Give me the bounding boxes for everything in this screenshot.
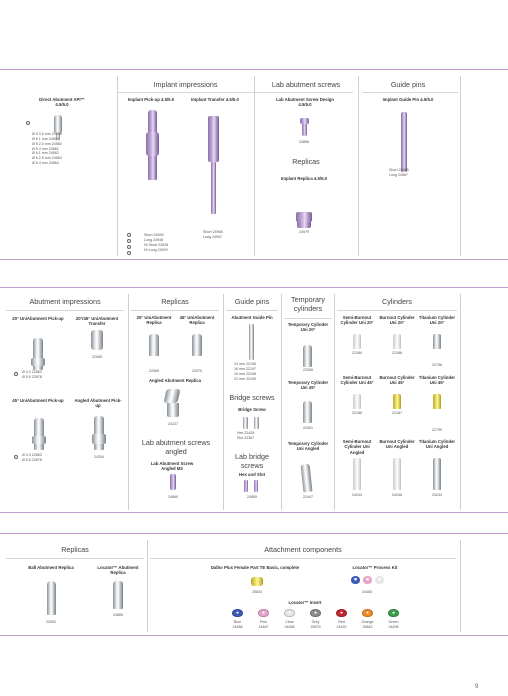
cylinder-image [393,458,401,490]
implant-replica-image [296,212,312,222]
uni45-replica-code: 22070 [192,369,202,373]
attachment-components-heading: Attachment components [264,545,342,554]
cylinder-image [433,394,441,409]
insert-blue-icon [232,609,243,617]
insert-name: Red [338,620,345,624]
bridge-screw-hex-image [243,417,248,429]
uni45-replica-image [192,334,202,356]
uni20-pickup-base [31,358,45,366]
locator-process-kit-code: 24483 [362,590,372,594]
cylinder-title: Semi-Burnout Cylinder Uni 45° [340,375,374,386]
lab-screw-angled-image [170,474,176,490]
angled-replica-body [167,403,179,417]
cylinder-code: 22185 [352,411,362,415]
insert-name: Orange [361,620,374,624]
lab-bridge-screw-code: 24859 [247,495,257,499]
uni45-pickup-title: 45° UniAbutment Pick-up [12,398,64,403]
option-circle [14,372,18,376]
lab-abutment-screw-shaft [302,124,307,136]
cylinder-code: 24244 [432,493,442,497]
lab-abutment-screw-code: 24858 [299,140,309,144]
temp-cyl-45-code: 22061 [303,426,313,430]
insert-code: 25879 [310,625,321,629]
temp-cyl-angled-title: Temporary Cylinder Uni Angled [287,441,329,452]
insert-code: 24496 [388,625,399,629]
insert-pink-icon [258,609,269,617]
uni20-replica-title: 20° UniAbutment Replica [136,315,172,326]
implant-transfer-post [211,162,216,214]
implant-transfer-title: Implant Transfer 4.5/5.0 [191,97,239,102]
direct-abutment-title: Direct Abutment API™ 4.5/5.0 [39,97,85,108]
cylinder-title: Semi-Burnout Cylinder Uni Angled [342,439,372,455]
code-row: Ø 6 1 mm 24562 [32,151,59,156]
code-row: Ø 5 2.5 mm 24560 [32,141,62,146]
dalbo-plus-code: 25834 [252,590,262,594]
option-circle [127,239,131,243]
hex-and-slot-title: Hex and Slot [238,472,266,477]
code-row: Long 24946 [144,237,163,242]
code-row: NI Short 24928 [144,242,169,247]
bridge-screw-rows [237,431,254,441]
dalbo-plus-title: Dalbo Plus Female Part TE Basic, complete [210,565,300,570]
cylinder-image [433,334,441,349]
abutment-guide-pin-title: Abutment Guide Pin [231,315,273,320]
insert-code: 24487 [258,625,269,629]
implant-guide-pin-title: Implant Guide Pin 4.5/5.0 [382,97,434,102]
uni20-pickup-rows [22,370,42,380]
locator-abutment-replica-code: 24865 [113,613,123,617]
guide-pins-heading: Guide pins [390,80,426,89]
option-circle [127,245,131,249]
ball-abutment-replica-title: Ball Abutment Replica [28,565,74,570]
implant-pickup-screw-head [146,132,159,156]
cylinder-title: Semi-Burnout Cylinder Uni 20° [340,315,374,326]
code-row: 22 mm 22199 [234,376,256,381]
code-row: 19 mm 22198 [234,371,256,376]
cylinder-image [353,394,361,409]
locator-insert-title: Locator™ Insert [288,600,322,605]
option-circle [14,455,18,459]
cylinder-code: 24248 [392,493,402,497]
page-number: 9 [475,684,479,690]
implant-impressions-heading: Implant impressions [153,80,218,89]
option-circle [127,251,131,255]
temp-cyl-45-title: Temporary Cylinder Uni 45° [287,380,329,391]
dalbo-plus-image [251,577,263,586]
replicas-heading: Replicas [292,157,320,166]
guide-pins-heading-2: Guide pins [234,297,270,306]
uni45-pickup-image [34,418,44,450]
insert-red-icon [336,609,347,617]
ball-abutment-replica-code: 22500 [46,620,56,624]
cylinder-code: 22186 [392,351,402,355]
code-row: 16 mm 22197 [234,366,256,371]
cylinder-code: 22799 [432,428,442,432]
process-kit-cap [363,576,372,584]
lab-bridge-screw-slot-image [254,480,258,492]
code-row: Ø 6 1 mm 24559 [32,136,59,141]
angled-pickup-code: 24254 [94,455,104,459]
process-kit-cap [375,576,384,584]
direct-abutment-rows [32,132,62,166]
uni-transfer-image [91,330,103,350]
attachment-panel [0,533,508,636]
insert-grey-icon [310,609,321,617]
cylinder-title: Titanium Cylinder Uni 20° [418,315,456,326]
insert-green-icon [388,609,399,617]
implant-replica-body [297,222,311,228]
temp-cyl-angled-code: 22447 [303,495,313,499]
code-row: Long 24967 [389,172,408,177]
locator-abutment-replica-image [113,581,123,609]
uni45-pickup-rows [22,453,42,463]
temp-cyl-20-code: 22069 [303,368,313,372]
temp-cyl-angled-image [301,464,313,493]
lab-abutment-screws-angled-heading: Lab abutment screws angled [141,438,211,457]
cylinder-title: Burnout Cylinder Uni 20° [379,315,415,326]
angled-replica-image [164,389,181,403]
angled-replica-title: Angled Abutment Replica [148,378,202,383]
insert-clear-icon [284,609,295,617]
direct-abutment-image [54,115,62,133]
implant-pickup-rows [144,233,168,252]
code-row: Ø 4.3 22863 [22,370,42,374]
uni20-replica-image [149,334,159,356]
cylinders-heading: Cylinders [382,297,412,306]
code-row: Hex 22435 [237,431,255,435]
insert-name: Grey [311,620,320,624]
uni20-pickup-title: 20° UniAbutment Pick-up [12,316,64,321]
angled-pickup-image [94,416,104,450]
ball-abutment-replica-image [47,581,56,615]
code-row: Ø 4.3 22863 [22,453,42,457]
cylinder-title: Burnout Cylinder Uni Angled [379,439,415,450]
code-row: Short 24958 [203,230,223,234]
insert-name: Blue [233,620,242,624]
replicas-heading-3: Replicas [61,545,89,554]
cylinder-code: 24243 [352,493,362,497]
implant-replica-code: 24979 [299,230,309,234]
uni-transfer-title: 20°/45° UniAbutment Transfer [75,316,119,327]
cylinder-image [393,394,401,409]
implant-pickup-title: Implant Pick-up 4.5/5.0 [127,97,175,102]
lab-screw-angled-code: 24860 [168,495,178,499]
insert-code: 25843 [362,625,373,629]
abutment-impressions-heading: Abutment impressions [29,297,101,306]
process-kit-cap [351,576,360,584]
insert-code: 24492 [336,625,347,629]
cylinder-code: 22187 [392,411,402,415]
insert-name: Green [388,620,399,624]
angled-replica-code: 24227 [168,422,178,426]
code-row: Long 24957 [203,234,222,239]
bridge-screw-title: Bridge Screw [238,407,266,412]
insert-code: 24488 [232,625,243,629]
code-row: Ø 5 0.5 mm 24558 [32,132,62,136]
insert-code: 24486 [284,625,295,629]
cylinder-title: Burnout Cylinder Uni 45° [379,375,415,386]
cylinder-code: 22796 [432,363,442,367]
insert-orange-icon [362,609,373,617]
lab-abutment-screw-title: Lab Abutment Screw Design 4.5/5.0 [275,97,335,108]
uni45-pickup-base [32,436,46,444]
temp-cyl-45-image [303,401,312,423]
implant-transfer-image [208,116,219,162]
cylinder-image [433,458,441,490]
insert-name: Pink [260,620,267,624]
temporary-cylinders-heading: Temporary cylinders [291,295,325,313]
uni-transfer-code: 22065 [92,355,102,359]
implant-replica-title: Implant Replica 4.5/5.0 [280,176,328,181]
bridge-screws-heading: Bridge screws [229,393,275,402]
lab-bridge-screw-hex-image [244,480,248,492]
angled-pickup-base [92,434,106,444]
option-circle [26,121,30,125]
uni20-replica-code: 22069 [149,369,159,373]
insert-name: Clear [285,620,294,624]
cylinder-image [353,458,361,490]
code-row: Short 24939 [144,233,164,237]
implant-guide-pin-image [401,112,407,172]
code-row: Ø 6 2.5 mm 24563 [32,156,62,161]
code-row: Ø 5 4 mm 24561 [32,146,59,151]
cylinder-code: 22184 [352,351,362,355]
lab-abutment-screws-heading: Lab abutment screws [271,80,341,89]
abutment-guide-pin-image [249,324,254,360]
code-row: NI Long 24929 [144,247,168,252]
lab-screw-angled-title: Lab Abutment Screw Angled M2 [150,461,194,472]
implant-components-panel [0,69,508,260]
code-row: Ø 5.5 22878 [22,457,42,462]
cylinder-title: Titanium Cylinder Uni 45° [418,375,456,386]
code-row: Ø 5.5 22878 [22,374,42,379]
cylinder-title: Titanium Cylinder Uni Angled [418,439,456,450]
replicas-heading: Replicas [161,297,189,306]
abutment-guide-pin-rows [234,362,256,381]
cylinder-image [393,334,401,349]
code-row: Ø 6 4 mm 24564 [32,161,59,166]
option-circle [127,233,131,237]
implant-guide-pin-rows [389,168,409,178]
code-row: 13 mm 22196 [234,362,256,366]
abutment-components-panel [0,287,508,513]
code-row: Slot 22367 [237,435,255,440]
angled-pickup-title: Angled Abutment Pick-up [74,398,122,409]
temp-cyl-20-title: Temporary Cylinder Uni 20° [287,322,329,333]
bridge-screw-slot-image [254,417,259,429]
temp-cyl-20-image [303,345,312,367]
code-row: Short 24988 [389,168,409,172]
lab-bridge-screws-heading: Lab bridge screws [235,452,269,471]
uni45-replica-title: 45° UniAbutment Replica [179,315,215,326]
locator-process-kit-title: Locator™ Process Kit [352,565,398,570]
cylinder-image [353,334,361,349]
implant-transfer-rows [203,230,223,240]
locator-abutment-replica-title: Locator™ Abutment Replica [97,565,139,576]
